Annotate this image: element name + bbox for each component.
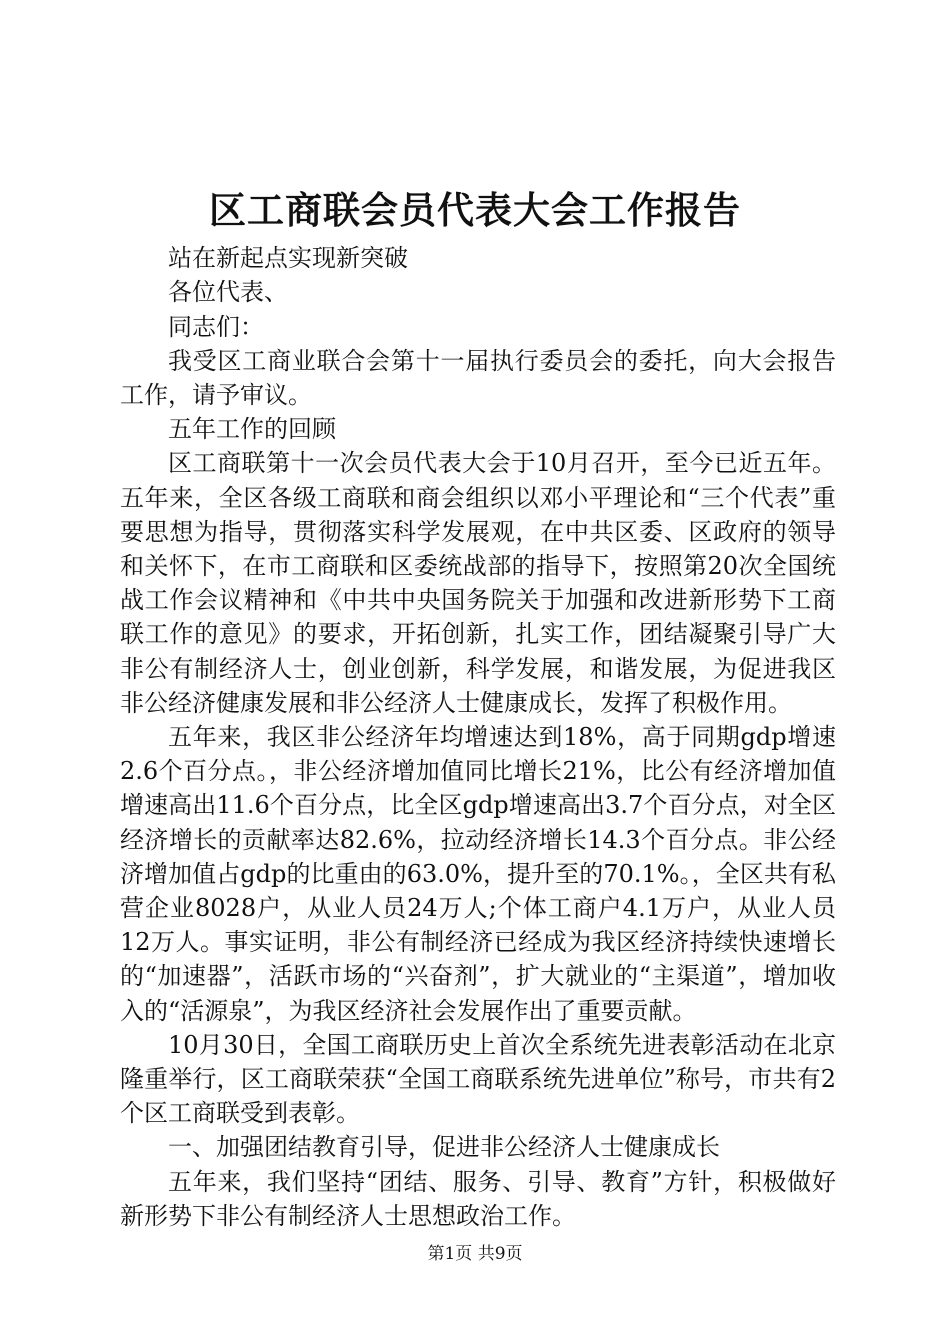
section-heading-review: 五年工作的回顾 (168, 415, 336, 444)
paragraph-salutation-1: 各位代表、 (168, 278, 288, 307)
paragraph-guidance: 五年来，我们坚持“团结、服务、引导、教育”方针，积极做好新形势下非公有制经济人士思想政治工作。 (120, 1167, 836, 1230)
paragraph-review: 区工商联第十一次会员代表大会于10月召开，至今已近五年。五年来，全区各级工商联和商会组织以邓小平理论和“三个代表”重要思想为指导，贯彻落实科学发展观，在中共区委、区政府的领导和关怀下，在市工商联和区委统战部的指导下，按照第20次全国统战工作会议精神和《中共中央国务院关于加强和改进新形势下工商联工作的意见》的要求，开拓创新，扎实工作，团结凝聚引导广大非公有制经济人士，创业创新，科学发展，和谐发展，为促进我区非公经济健康发展和非公经济人士健康成长，发挥了积极作用。 (120, 449, 836, 717)
section-heading-one: 一、加强团结教育引导，促进非公经济人士健康成长 (168, 1133, 720, 1162)
title-spacer (120, 207, 836, 241)
paragraph-statistics: 五年来，我区非公经济年均增速达到18%，高于同期gdp增速2.6个百分点。，非公经济增加值同比增长21%，比公有经济增加值增速高出11.6个百分点，比全区gdp增速高出3.7个百分点，对全区经济增长的贡献率达82.6%，拉动经济增长14.3个百分点。非公经济增加值占gdp的比重由的63.0%，提升至的70.1%。，全区共有私营企业8028户，从业人员24万人;个体工商户4.1万户，从业人员12万人。事实证明，非公有制经济已经成为我区经济持续快速增长的“加速器”，活跃市场的“兴奋剂”，扩大就业的“主渠道”，增加收入的“活源泉”，为我区经济社会发展作出了重要贡献。 (120, 723, 836, 1025)
paragraph-salutation-2: 同志们： (168, 312, 264, 341)
page-footer: 第1页 共9页 (427, 1244, 523, 1264)
paragraph-subtitle: 站在新起点实现新突破 (168, 244, 408, 273)
paragraph-intro: 我受区工商业联合会第十一届执行委员会的委托，向大会报告工作，请予审议。 (120, 346, 836, 409)
paragraph-award: 10月30日，全国工商联历史上首次全系统先进表彰活动在北京隆重举行，区工商联荣获“全国工商联系统先进单位”称号，市共有2个区工商联受到表彰。 (120, 1030, 836, 1128)
document-title: 区工商联会员代表大会工作报告 (209, 188, 741, 232)
document-body (120, 207, 836, 1233)
